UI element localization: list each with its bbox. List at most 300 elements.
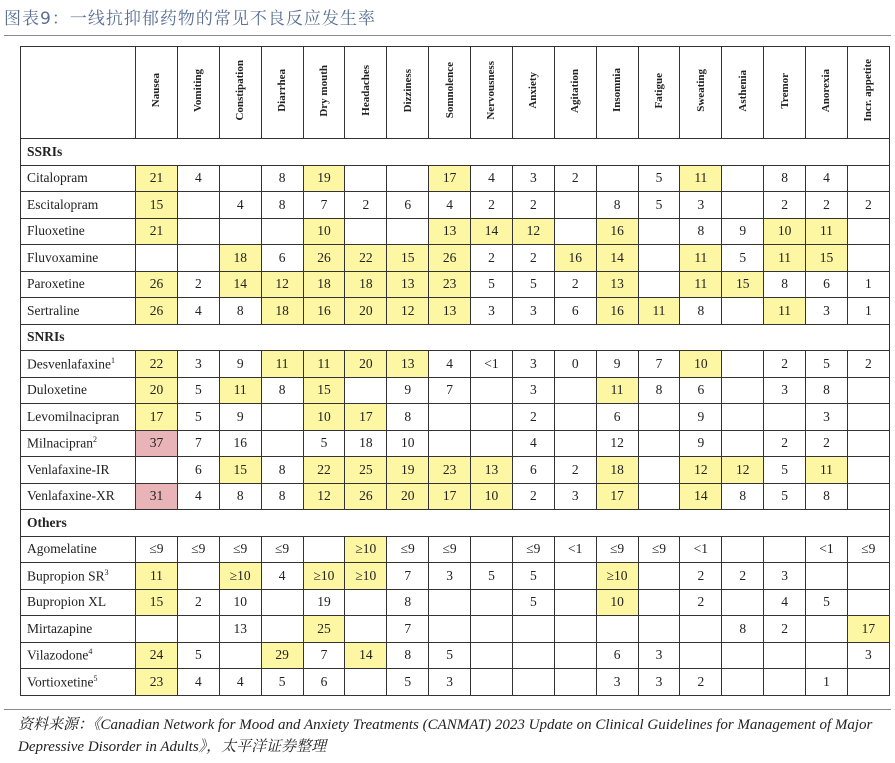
table-cell	[261, 430, 303, 457]
table-cell: 5	[387, 669, 429, 696]
table-cell: 4	[177, 165, 219, 192]
column-header-label: Asthenia	[736, 69, 749, 112]
table-cell	[722, 430, 764, 457]
table-row	[21, 642, 890, 669]
table-cell: 2	[847, 192, 889, 219]
table-cell	[554, 563, 596, 590]
table-cell: 19	[303, 589, 345, 616]
drug-name	[21, 669, 136, 696]
table-cell	[471, 377, 513, 404]
table-cell: 8	[680, 298, 722, 325]
table-cell	[554, 377, 596, 404]
drug-name	[21, 165, 136, 192]
drug-name	[21, 298, 136, 325]
table-cell: 9	[219, 351, 261, 378]
table-cell: 8	[638, 377, 680, 404]
table-cell: 7	[429, 377, 471, 404]
table-cell: 7	[387, 563, 429, 590]
table-cell	[429, 430, 471, 457]
table-cell: 3	[429, 669, 471, 696]
table-row	[21, 483, 890, 510]
table-cell: 26	[303, 245, 345, 272]
table-cell: 8	[680, 218, 722, 245]
drug-name	[21, 404, 136, 431]
table-cell	[722, 669, 764, 696]
column-header-label: Fatigue	[652, 72, 665, 109]
table-cell: 17	[136, 404, 178, 431]
table-cell: 13	[429, 298, 471, 325]
table-cell: 6	[596, 404, 638, 431]
table-cell: 11	[680, 271, 722, 298]
table-cell: 20	[345, 298, 387, 325]
drug-name-text: Citalopram	[27, 170, 88, 186]
table-cell: 16	[596, 218, 638, 245]
table-cell: 6	[512, 457, 554, 484]
table-cell	[847, 563, 889, 590]
drug-name	[21, 642, 136, 669]
table-cell	[471, 404, 513, 431]
table-cell: 18	[261, 298, 303, 325]
table-cell: 4	[806, 165, 848, 192]
table-cell: 4	[177, 298, 219, 325]
table-cell: 4	[177, 483, 219, 510]
column-header	[638, 47, 680, 139]
table-cell	[847, 377, 889, 404]
table-cell: 18	[219, 245, 261, 272]
table-cell	[722, 589, 764, 616]
table-cell	[638, 483, 680, 510]
table-cell: 5	[764, 457, 806, 484]
table-cell: 2	[512, 483, 554, 510]
table-cell: 18	[345, 271, 387, 298]
table-cell: 13	[387, 351, 429, 378]
table-cell: 6	[596, 642, 638, 669]
table-cell: 4	[471, 165, 513, 192]
table-cell: 20	[345, 351, 387, 378]
table-cell: 2	[512, 404, 554, 431]
table-cell	[722, 298, 764, 325]
table-cell: 3	[177, 351, 219, 378]
table-cell: 8	[261, 377, 303, 404]
table-cell: 2	[722, 563, 764, 590]
table-cell: 24	[136, 642, 178, 669]
table-cell: 7	[638, 351, 680, 378]
table-cell: 10	[471, 483, 513, 510]
table-cell: 20	[387, 483, 429, 510]
table-cell	[136, 245, 178, 272]
column-header-label: Headaches	[359, 65, 372, 116]
table-cell: 3	[512, 298, 554, 325]
table-cell: 10	[680, 351, 722, 378]
footnote-marker: 1	[110, 355, 115, 365]
table-cell	[177, 245, 219, 272]
table-cell: 15	[136, 192, 178, 219]
drug-name-text: Venlafaxine-XR	[27, 488, 115, 504]
table-cell	[177, 218, 219, 245]
table-row	[21, 192, 890, 219]
table-cell: 3	[596, 669, 638, 696]
table-cell: 6	[177, 457, 219, 484]
drug-name-text: Sertraline	[27, 302, 80, 318]
table-cell: 8	[722, 616, 764, 643]
table-cell	[847, 669, 889, 696]
table-cell: 25	[345, 457, 387, 484]
table-cell	[471, 536, 513, 563]
table-row	[21, 430, 890, 457]
section-row	[21, 510, 890, 537]
table-cell: ≤9	[596, 536, 638, 563]
table-cell	[596, 165, 638, 192]
table-cell: 8	[764, 165, 806, 192]
table-cell: 11	[680, 245, 722, 272]
table-cell: ≥10	[345, 563, 387, 590]
table-row	[21, 536, 890, 563]
drug-name-text: Paroxetine	[27, 276, 85, 292]
table-cell: 9	[680, 430, 722, 457]
table-cell: 5	[638, 165, 680, 192]
table-cell	[722, 642, 764, 669]
table-cell	[554, 404, 596, 431]
table-row	[21, 589, 890, 616]
table-cell: 18	[596, 457, 638, 484]
table-cell: 2	[764, 430, 806, 457]
table-cell	[512, 669, 554, 696]
column-header	[429, 47, 471, 139]
table-cell: 2	[680, 669, 722, 696]
table-cell: 6	[303, 669, 345, 696]
column-header	[261, 47, 303, 139]
table-cell	[722, 165, 764, 192]
table-cell: 3	[680, 192, 722, 219]
drug-name	[21, 457, 136, 484]
table-cell	[722, 404, 764, 431]
table-cell	[638, 218, 680, 245]
table-cell: 2	[471, 192, 513, 219]
table-cell	[429, 589, 471, 616]
table-cell: 7	[303, 192, 345, 219]
table-cell	[847, 165, 889, 192]
table-cell	[847, 483, 889, 510]
table-cell: ≤9	[261, 536, 303, 563]
table-cell	[345, 377, 387, 404]
table-cell: 15	[303, 377, 345, 404]
table-cell: 16	[596, 298, 638, 325]
table-cell	[177, 563, 219, 590]
table-cell: 13	[387, 271, 429, 298]
table-cell	[638, 404, 680, 431]
table-cell: 23	[429, 271, 471, 298]
table-cell: 26	[136, 271, 178, 298]
table-cell: 5	[471, 563, 513, 590]
table-cell: 3	[847, 642, 889, 669]
table-cell: 5	[471, 271, 513, 298]
table-cell: 3	[806, 404, 848, 431]
table-cell: 2	[554, 165, 596, 192]
table-cell	[554, 642, 596, 669]
table-cell	[722, 377, 764, 404]
section-label: SNRIs	[21, 324, 890, 351]
table-row	[21, 271, 890, 298]
drug-name-text: Duloxetine	[27, 382, 87, 398]
table-cell: 11	[764, 245, 806, 272]
table-cell: 8	[261, 165, 303, 192]
drug-name	[21, 536, 136, 563]
table-cell: 29	[261, 642, 303, 669]
table-cell: 11	[764, 298, 806, 325]
drug-name	[21, 589, 136, 616]
drug-name	[21, 245, 136, 272]
drug-name	[21, 563, 136, 590]
table-cell: 5	[177, 642, 219, 669]
table-cell: 2	[847, 351, 889, 378]
table-cell	[847, 457, 889, 484]
table-cell: 2	[554, 271, 596, 298]
table-cell: 2	[764, 192, 806, 219]
table-cell: ≤9	[219, 536, 261, 563]
column-header	[680, 47, 722, 139]
table-cell	[345, 669, 387, 696]
table-cell: 9	[219, 404, 261, 431]
drug-name-text: Vilazodone	[27, 647, 89, 663]
table-cell: 6	[680, 377, 722, 404]
table-cell: 22	[136, 351, 178, 378]
table-cell: 3	[638, 642, 680, 669]
adverse-effects-table-container	[20, 46, 889, 698]
table-cell: 3	[638, 669, 680, 696]
table-cell: 20	[136, 377, 178, 404]
table-cell: 17	[847, 616, 889, 643]
table-cell	[219, 218, 261, 245]
table-cell	[261, 589, 303, 616]
table-cell	[177, 616, 219, 643]
table-cell: 37	[136, 430, 178, 457]
column-header	[806, 47, 848, 139]
table-cell	[680, 616, 722, 643]
drug-name-text: Vortioxetine	[27, 674, 94, 689]
table-cell	[764, 536, 806, 563]
table-cell: 26	[345, 483, 387, 510]
drug-name	[21, 377, 136, 404]
table-row	[21, 616, 890, 643]
table-cell: 4	[512, 430, 554, 457]
bottom-rule	[4, 709, 891, 710]
table-cell: 12	[722, 457, 764, 484]
table-cell: 11	[680, 165, 722, 192]
column-header	[722, 47, 764, 139]
table-cell	[471, 642, 513, 669]
table-cell	[219, 642, 261, 669]
table-cell: 14	[219, 271, 261, 298]
table-cell: 11	[806, 457, 848, 484]
table-cell: 18	[303, 271, 345, 298]
table-cell: 11	[136, 563, 178, 590]
table-cell: 2	[512, 245, 554, 272]
table-cell: 2	[680, 563, 722, 590]
section-row	[21, 324, 890, 351]
table-cell	[554, 669, 596, 696]
table-row	[21, 218, 890, 245]
drug-name	[21, 351, 136, 378]
table-cell: 21	[136, 218, 178, 245]
table-cell: 2	[764, 616, 806, 643]
table-cell: 8	[596, 192, 638, 219]
table-cell	[471, 589, 513, 616]
table-cell: 8	[387, 404, 429, 431]
table-cell: 10	[303, 404, 345, 431]
figure-title: 图表9：一线抗抑郁药物的常见不良反应发生率	[4, 9, 376, 29]
table-cell	[345, 589, 387, 616]
table-cell: 26	[429, 245, 471, 272]
table-cell: 15	[722, 271, 764, 298]
table-cell: 17	[429, 165, 471, 192]
footnote-marker: 2	[92, 435, 97, 444]
table-cell: 5	[806, 589, 848, 616]
table-cell	[806, 642, 848, 669]
table-cell: 8	[764, 271, 806, 298]
table-cell: 4	[261, 563, 303, 590]
table-cell: 15	[806, 245, 848, 272]
table-cell: 12	[261, 271, 303, 298]
table-cell: 8	[261, 483, 303, 510]
table-row	[21, 298, 890, 325]
column-header	[512, 47, 554, 139]
table-cell: 2	[471, 245, 513, 272]
table-cell: 8	[806, 377, 848, 404]
column-header-label: Anxiety	[527, 72, 540, 109]
table-cell: 4	[429, 192, 471, 219]
column-header	[471, 47, 513, 139]
column-header-label: Somnolence	[443, 62, 456, 119]
table-cell	[177, 192, 219, 219]
table-cell: 7	[177, 430, 219, 457]
table-cell: 12	[303, 483, 345, 510]
drug-name	[21, 218, 136, 245]
table-cell: 2	[177, 589, 219, 616]
table-cell: 1	[806, 669, 848, 696]
table-cell: 22	[345, 245, 387, 272]
table-cell: 10	[219, 589, 261, 616]
table-cell	[722, 536, 764, 563]
table-cell: 12	[680, 457, 722, 484]
table-cell	[847, 430, 889, 457]
table-cell	[847, 218, 889, 245]
table-cell: 14	[471, 218, 513, 245]
table-cell: 9	[596, 351, 638, 378]
table-cell: 13	[471, 457, 513, 484]
table-cell: 3	[429, 563, 471, 590]
table-cell	[261, 404, 303, 431]
table-cell	[764, 404, 806, 431]
table-cell	[638, 616, 680, 643]
table-cell	[596, 616, 638, 643]
table-cell	[638, 563, 680, 590]
table-cell: 16	[219, 430, 261, 457]
column-header	[303, 47, 345, 139]
table-cell: 4	[177, 669, 219, 696]
table-cell: 5	[261, 669, 303, 696]
table-row	[21, 351, 890, 378]
table-row	[21, 457, 890, 484]
top-rule	[4, 35, 891, 36]
table-cell: 12	[387, 298, 429, 325]
table-cell: <1	[680, 536, 722, 563]
drug-name-text: Fluvoxamine	[27, 249, 99, 265]
table-cell: 13	[219, 616, 261, 643]
table-cell: 15	[219, 457, 261, 484]
table-cell: ≤9	[512, 536, 554, 563]
table-cell: ≥10	[303, 563, 345, 590]
table-cell	[554, 616, 596, 643]
table-cell: 8	[261, 457, 303, 484]
table-cell: 10	[303, 218, 345, 245]
table-cell	[387, 218, 429, 245]
table-cell: 5	[512, 271, 554, 298]
table-cell: 3	[806, 298, 848, 325]
table-cell	[806, 616, 848, 643]
table-cell: 8	[387, 589, 429, 616]
column-header-label: Diarrhea	[276, 69, 289, 112]
table-cell	[429, 404, 471, 431]
table-cell	[680, 642, 722, 669]
table-cell: 3	[471, 298, 513, 325]
table-cell	[764, 669, 806, 696]
table-cell: 23	[429, 457, 471, 484]
table-cell	[638, 457, 680, 484]
table-cell: 7	[387, 616, 429, 643]
table-cell: 1	[847, 298, 889, 325]
table-cell	[136, 457, 178, 484]
table-cell: 5	[429, 642, 471, 669]
column-header-label: Dry mouth	[317, 64, 330, 117]
table-cell: 11	[638, 298, 680, 325]
table-cell: 17	[596, 483, 638, 510]
table-cell: 22	[303, 457, 345, 484]
table-cell	[429, 616, 471, 643]
table-cell	[847, 404, 889, 431]
table-cell: 23	[136, 669, 178, 696]
table-cell	[554, 192, 596, 219]
table-cell: 12	[596, 430, 638, 457]
table-row	[21, 404, 890, 431]
table-cell: 19	[303, 165, 345, 192]
table-cell: 8	[387, 642, 429, 669]
column-header-label: Tremor	[778, 72, 791, 109]
footnote-marker: 5	[93, 673, 98, 683]
table-cell: 13	[596, 271, 638, 298]
drug-name	[21, 483, 136, 510]
table-cell: 8	[722, 483, 764, 510]
table-cell: 0	[554, 351, 596, 378]
table-cell: 19	[387, 457, 429, 484]
table-cell: 5	[806, 351, 848, 378]
table-cell: 8	[806, 483, 848, 510]
table-cell: 8	[219, 483, 261, 510]
drug-name	[21, 271, 136, 298]
table-cell	[471, 616, 513, 643]
drug-name-text: Agomelatine	[27, 541, 97, 557]
table-cell: 17	[429, 483, 471, 510]
column-header-label: Incr. appetite	[862, 59, 875, 122]
table-cell: ≥10	[596, 563, 638, 590]
table-cell: ≤9	[638, 536, 680, 563]
source-note: 资料来源：《Canadian Network for Mood and Anxiety Treatments (CANMAT) 2023 Update on Clinical Guidelines for Management of Major Depressive Disorder in Adults》，太平洋证券整理	[18, 717, 873, 755]
drug-name	[21, 430, 136, 457]
table-cell	[554, 218, 596, 245]
table-cell: 4	[429, 351, 471, 378]
table-cell: 2	[554, 457, 596, 484]
footnote-marker: 4	[88, 647, 93, 656]
table-cell: 5	[764, 483, 806, 510]
